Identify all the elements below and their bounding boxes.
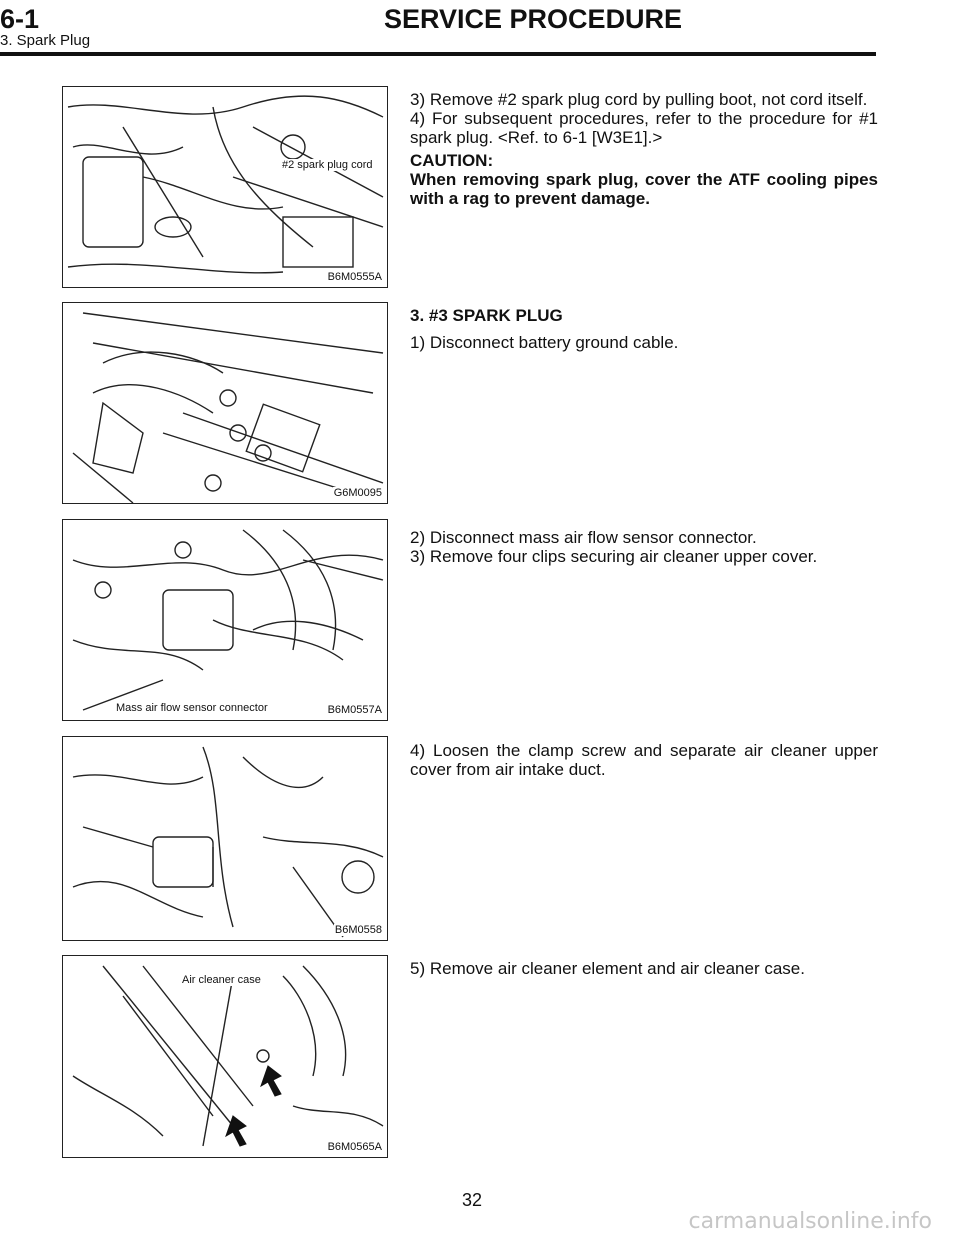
- battery-illustration: [63, 303, 387, 503]
- text-block-1: [410, 90, 878, 208]
- step-text: 5) Remove air cleaner element and air cleaner case.: [410, 959, 805, 978]
- callout-label: Air cleaner case: [182, 974, 261, 986]
- step-text: 4) For subsequent procedures, refer to the procedure for #1 spark plug. <Ref. to 6-1 [W3E1].>: [410, 109, 878, 147]
- figure-battery: [62, 302, 388, 504]
- engine-illustration: [63, 87, 387, 287]
- caution-text: When removing spark plug, cover the ATF cooling pipes with a rag to prevent damage.: [410, 170, 878, 208]
- air-cleaner-illustration: [63, 956, 387, 1157]
- page-title: SERVICE PROCEDURE: [384, 4, 683, 34]
- figure-id: B6M0555A: [327, 271, 382, 283]
- figure-clamp-screw: [62, 736, 388, 941]
- page-number: 32: [462, 1190, 483, 1210]
- clamp-illustration: [63, 737, 387, 940]
- caution-heading: CAUTION:: [410, 151, 494, 170]
- step-text: 2) Disconnect mass air flow sensor connector.: [410, 528, 757, 547]
- figure-mass-air-flow-sensor: [62, 519, 388, 721]
- section-heading: 3. #3 SPARK PLUG: [410, 306, 563, 325]
- step-text: 3) Remove four clips securing air cleaner upper cover.: [410, 547, 818, 566]
- figure-air-cleaner-case: [62, 955, 388, 1158]
- callout-label: #2 spark plug cord: [282, 159, 373, 171]
- section-number: 6-1: [0, 4, 40, 34]
- step-text: 1) Disconnect battery ground cable.: [410, 333, 679, 352]
- step-text: 3) Remove #2 spark plug cord by pulling boot, not cord itself.: [410, 90, 868, 109]
- watermark: carmanualsonline.info: [688, 1209, 932, 1234]
- figure-id: G6M0095: [333, 487, 382, 499]
- figure-id: B6M0565A: [327, 1141, 382, 1153]
- figure-spark-plug-cord: [62, 86, 388, 288]
- header-rule: [0, 52, 876, 56]
- text-block-4: [410, 741, 878, 779]
- text-block-5: [410, 959, 878, 978]
- sensor-illustration: [63, 520, 387, 720]
- section-subtitle: 3. Spark Plug: [0, 32, 91, 49]
- figure-id: B6M0558: [334, 924, 382, 936]
- step-text: 4) Loosen the clamp screw and separate air cleaner upper cover from air intake duct.: [410, 741, 878, 779]
- text-block-2: [410, 306, 878, 352]
- text-block-3: [410, 528, 878, 566]
- figure-id: B6M0557A: [327, 704, 382, 716]
- callout-label: Mass air flow sensor connector: [116, 702, 268, 714]
